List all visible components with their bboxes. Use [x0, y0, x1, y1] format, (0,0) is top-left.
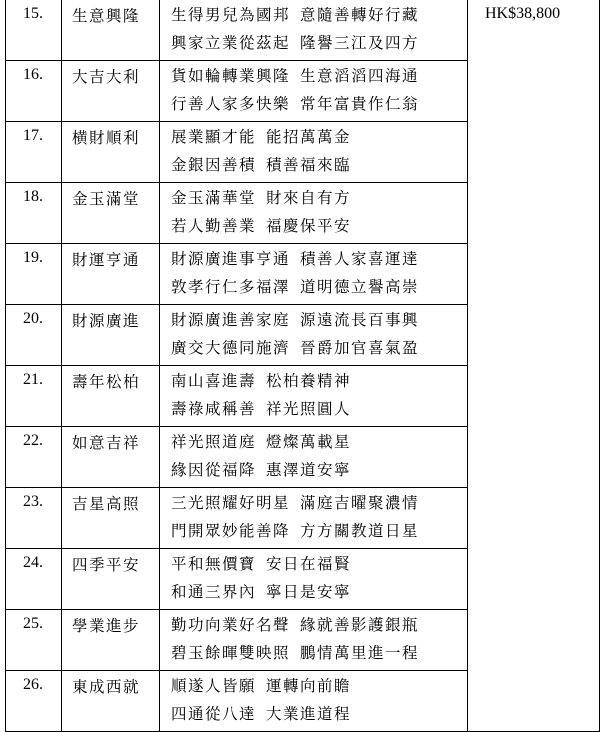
lot-number: 20. [6, 305, 62, 366]
lot-number: 18. [6, 183, 62, 244]
lot-verse [160, 488, 468, 549]
verse-phrase: 敦孝行仁多福澤 [171, 278, 291, 296]
verse-phrase: 平和無價寶 [171, 555, 257, 573]
lot-verse [160, 366, 468, 427]
verse-phrase: 財來自有方 [266, 189, 352, 207]
lot-number: 21. [6, 366, 62, 427]
lot-number: 19. [6, 244, 62, 305]
verse-phrase: 金銀因善積 [171, 156, 257, 174]
verse-phrase: 安日在福賢 [266, 555, 352, 573]
lot-verse [160, 122, 468, 183]
lot-verse [160, 427, 468, 488]
verse-phrase: 惠澤道安寧 [266, 461, 352, 479]
verse-line-2 [171, 93, 467, 121]
verse-phrase: 財源廣進善家庭 [171, 311, 291, 329]
lot-verse [160, 610, 468, 671]
verse-line-1 [171, 126, 467, 154]
lot-name: 四季平安 [62, 549, 160, 610]
verse-phrase: 道明德立譽高崇 [300, 278, 420, 296]
verse-phrase: 祥光照圓人 [266, 400, 352, 418]
verse-phrase: 順遂人皆願 [171, 677, 257, 695]
verse-phrase: 緣因從福降 [171, 461, 257, 479]
verse-phrase: 三光照耀好明星 [171, 494, 291, 512]
verse-line-2 [171, 276, 467, 304]
lot-number: 15. [6, 0, 62, 61]
verse-phrase: 運轉向前瞻 [266, 677, 352, 695]
lot-verse [160, 61, 468, 122]
verse-line-2 [171, 154, 467, 182]
verse-line-1 [171, 187, 467, 215]
verse-line-2 [171, 459, 467, 487]
lot-name: 吉星高照 [62, 488, 160, 549]
lot-verse [160, 0, 468, 61]
verse-phrase: 隆譽三江及四方 [300, 34, 420, 52]
verse-phrase: 廣交大德同施濟 [171, 339, 291, 357]
lot-verse [160, 183, 468, 244]
lot-name: 財運亨通 [62, 244, 160, 305]
verse-line-1 [171, 675, 467, 703]
verse-phrase: 寧日是安寧 [266, 583, 352, 601]
lot-name: 大吉大利 [62, 61, 160, 122]
verse-phrase: 生意滔滔四海通 [300, 67, 420, 85]
verse-line-1 [171, 614, 467, 642]
lot-number: 25. [6, 610, 62, 671]
verse-phrase: 生得男兒為國邦 [171, 6, 291, 24]
verse-phrase: 若人勤善業 [171, 217, 257, 235]
verse-phrase: 祥光照道庭 [171, 433, 257, 451]
verse-line-2 [171, 32, 467, 60]
verse-line-2 [171, 520, 467, 548]
verse-phrase: 和通三界內 [171, 583, 257, 601]
lot-number: 23. [6, 488, 62, 549]
lot-name: 東成西就 [62, 671, 160, 732]
verse-phrase: 南山喜進壽 [171, 372, 257, 390]
verse-line-2 [171, 581, 467, 609]
lot-verse [160, 549, 468, 610]
verse-phrase: 金玉滿華堂 [171, 189, 257, 207]
verse-line-1 [171, 65, 467, 93]
verse-phrase: 勤功向業好名聲 [171, 616, 291, 634]
verse-phrase: 燈燦萬載星 [266, 433, 352, 451]
lot-number: 26. [6, 671, 62, 732]
lot-name: 金玉滿堂 [62, 183, 160, 244]
verse-phrase: 碧玉餘暉雙映照 [171, 644, 291, 662]
lot-verse [160, 244, 468, 305]
lot-verse [160, 305, 468, 366]
verse-phrase: 源遠流長百事興 [300, 311, 420, 329]
verse-line-1 [171, 309, 467, 337]
verse-phrase: 意隨善轉好行藏 [300, 6, 420, 24]
verse-phrase: 積善福來臨 [266, 156, 352, 174]
lot-number: 17. [6, 122, 62, 183]
verse-line-2 [171, 642, 467, 670]
verse-phrase: 積善人家喜運達 [300, 250, 420, 268]
verse-line-2 [171, 215, 467, 243]
lot-table-body [6, 0, 600, 732]
verse-phrase: 大業進道程 [266, 705, 352, 723]
verse-line-1 [171, 431, 467, 459]
lot-name: 横財順利 [62, 122, 160, 183]
verse-line-2 [171, 398, 467, 426]
verse-phrase: 緣就善影護銀瓶 [300, 616, 420, 634]
lot-name: 學業進步 [62, 610, 160, 671]
verse-phrase: 財源廣進事亨通 [171, 250, 291, 268]
verse-phrase: 門開眾妙能善降 [171, 522, 291, 540]
verse-phrase: 常年富貴作仁翁 [300, 95, 420, 113]
price-cell: HK$38,800 [468, 0, 600, 732]
verse-phrase: 興家立業從茲起 [171, 34, 291, 52]
verse-phrase: 晉爵加官喜氣盈 [300, 339, 420, 357]
verse-line-1 [171, 492, 467, 520]
verse-line-1 [171, 4, 467, 32]
verse-line-2 [171, 337, 467, 365]
lot-table [5, 0, 600, 732]
lot-number: 22. [6, 427, 62, 488]
lot-name: 壽年松柏 [62, 366, 160, 427]
verse-line-1 [171, 248, 467, 276]
verse-phrase: 貨如輪轉業興隆 [171, 67, 291, 85]
verse-phrase: 展業顯才能 [171, 128, 257, 146]
lot-name: 財源廣進 [62, 305, 160, 366]
lot-number: 16. [6, 61, 62, 122]
lot-number: 24. [6, 549, 62, 610]
lot-name: 生意興隆 [62, 0, 160, 61]
table-row [6, 0, 600, 61]
verse-line-2 [171, 703, 467, 731]
verse-phrase: 福慶保平安 [266, 217, 352, 235]
verse-line-1 [171, 370, 467, 398]
verse-phrase: 松柏養精神 [266, 372, 352, 390]
verse-phrase: 行善人家多快樂 [171, 95, 291, 113]
lot-verse [160, 671, 468, 732]
verse-phrase: 四通從八達 [171, 705, 257, 723]
verse-phrase: 鵬情萬里進一程 [300, 644, 420, 662]
verse-phrase: 壽祿咸稱善 [171, 400, 257, 418]
verse-phrase: 滿庭吉曜聚濃情 [300, 494, 420, 512]
verse-line-1 [171, 553, 467, 581]
verse-phrase: 方方關教道日星 [300, 522, 420, 540]
lot-name: 如意吉祥 [62, 427, 160, 488]
verse-phrase: 能招萬萬金 [266, 128, 352, 146]
